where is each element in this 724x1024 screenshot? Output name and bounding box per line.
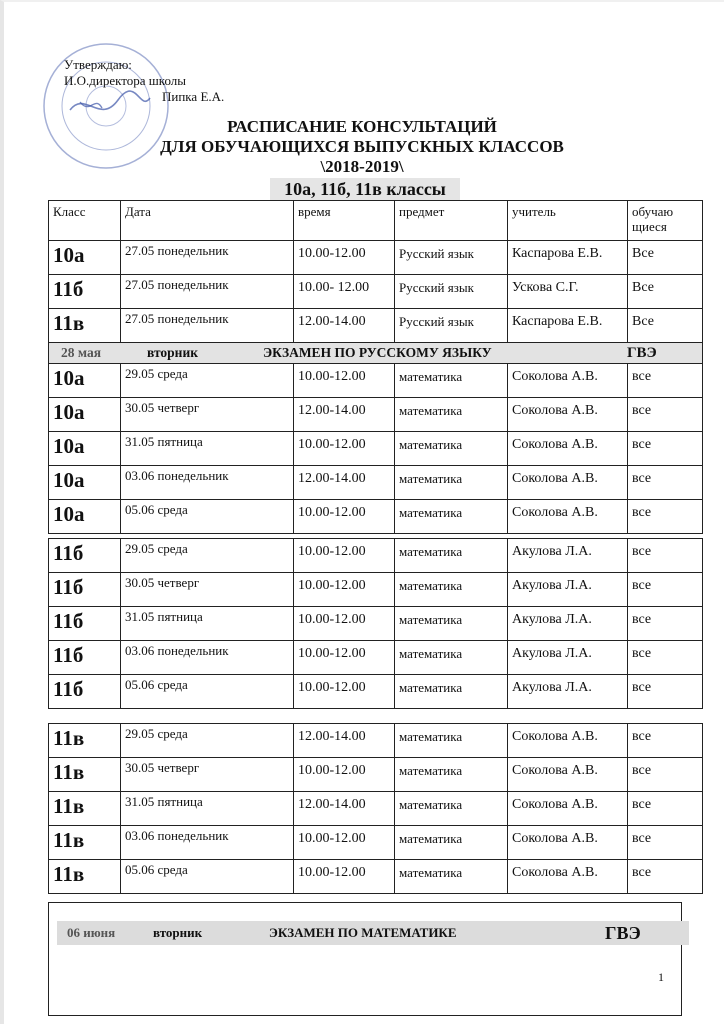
table-header-row [49,201,703,241]
table-row [49,364,703,398]
class-cell: 11б [49,607,121,641]
table-row [49,641,703,675]
table-row [49,860,703,894]
date-cell: 29.05 среда [121,364,294,398]
title-line-2: ДЛЯ ОБУЧАЮЩИХСЯ ВЫПУСКНЫХ КЛАССОВ [160,137,564,156]
class-cell: 11б [49,275,121,309]
subject-cell: Русский язык [395,275,508,309]
students-cell: Все [628,309,703,343]
header-students [628,201,703,241]
date-cell: 31.05 пятница [121,607,294,641]
exam-russian-text: ЭКЗАМЕН ПО РУССКОМУ ЯЗЫКУ [263,345,492,360]
subject-cell: математика [395,792,508,826]
teacher-cell: Соколова А.В. [508,432,628,466]
table-row [49,573,703,607]
header-students-1: обучаю [632,204,674,219]
header-time: время [294,201,395,241]
exam-row-math [57,921,689,945]
time-cell: 10.00-12.00 [294,432,395,466]
table-row [49,539,703,573]
approval-line-1: Утверждаю: [64,57,132,72]
students-cell: все [628,364,703,398]
students-cell: все [628,539,703,573]
students-cell: все [628,573,703,607]
class-cell: 10а [49,432,121,466]
date-cell: 27.05 понедельник [121,309,294,343]
time-cell: 10.00- 12.00 [294,275,395,309]
date-cell: 30.05 четверг [121,573,294,607]
header-date: Дата [121,201,294,241]
subject-cell: математика [395,675,508,709]
time-cell: 12.00-14.00 [294,466,395,500]
time-cell: 10.00-12.00 [294,826,395,860]
time-cell: 10.00-12.00 [294,675,395,709]
time-cell: 10.00-12.00 [294,500,395,534]
exam-russian-date: 28 мая [61,345,102,360]
subject-cell: математика [395,500,508,534]
time-cell: 10.00-12.00 [294,860,395,894]
teacher-cell: Каспарова Е.В. [508,241,628,275]
exam-math-box [48,902,682,1016]
time-cell: 12.00-14.00 [294,309,395,343]
students-cell: все [628,758,703,792]
students-cell: Все [628,241,703,275]
table-row [49,275,703,309]
teacher-cell: Ускова С.Г. [508,275,628,309]
table-row [49,675,703,709]
teacher-cell: Акулова Л.А. [508,539,628,573]
schedule-table-11v [48,723,703,894]
students-cell: все [628,826,703,860]
class-cell: 11в [49,309,121,343]
date-cell: 27.05 понедельник [121,241,294,275]
class-cell: 11б [49,573,121,607]
time-cell: 10.00-12.00 [294,758,395,792]
class-cell: 11б [49,675,121,709]
subject-cell: математика [395,758,508,792]
class-cell: 11б [49,539,121,573]
table-row [49,758,703,792]
class-cell: 11в [49,724,121,758]
teacher-cell: Акулова Л.А. [508,573,628,607]
time-cell: 10.00-12.00 [294,241,395,275]
subject-cell: математика [395,539,508,573]
students-cell: все [628,792,703,826]
table-row [49,826,703,860]
exam-row-russian [49,343,703,364]
teacher-cell: Акулова Л.А. [508,641,628,675]
time-cell: 10.00-12.00 [294,641,395,675]
time-cell: 12.00-14.00 [294,724,395,758]
students-cell: все [628,675,703,709]
date-cell: 31.05 пятница [121,792,294,826]
students-cell: все [628,607,703,641]
title-line-3: \2018-2019\ [320,157,404,176]
table-row [49,309,703,343]
date-cell: 03.06 понедельник [121,641,294,675]
schedule-table-11b [48,538,703,709]
header-teacher: учитель [508,201,628,241]
date-cell: 27.05 понедельник [121,275,294,309]
teacher-cell: Соколова А.В. [508,500,628,534]
table-row [49,241,703,275]
date-cell: 30.05 четверг [121,398,294,432]
date-cell: 03.06 понедельник [121,466,294,500]
table-row [49,607,703,641]
subject-cell: математика [395,466,508,500]
teacher-cell: Соколова А.В. [508,364,628,398]
time-cell: 10.00-12.00 [294,607,395,641]
approval-block [64,57,224,105]
teacher-cell: Акулова Л.А. [508,607,628,641]
teacher-cell: Акулова Л.А. [508,675,628,709]
date-cell: 31.05 пятница [121,432,294,466]
date-cell: 29.05 среда [121,539,294,573]
subject-cell: Русский язык [395,309,508,343]
class-cell: 10а [49,466,121,500]
table-row [49,466,703,500]
students-cell: все [628,398,703,432]
teacher-cell: Каспарова Е.В. [508,309,628,343]
students-cell: все [628,500,703,534]
exam-math-weekday: вторник [153,925,203,940]
time-cell: 10.00-12.00 [294,539,395,573]
subject-cell: математика [395,398,508,432]
table-row [49,500,703,534]
students-cell: все [628,432,703,466]
students-cell: все [628,641,703,675]
subject-cell: математика [395,432,508,466]
table-row [49,724,703,758]
time-cell: 10.00-12.00 [294,364,395,398]
exam-russian-weekday: вторник [147,345,199,360]
subject-cell: математика [395,724,508,758]
subject-cell: математика [395,364,508,398]
date-cell: 05.06 среда [121,675,294,709]
table-row [49,792,703,826]
class-cell: 11б [49,641,121,675]
date-cell: 30.05 четверг [121,758,294,792]
time-cell: 12.00-14.00 [294,792,395,826]
table-row [49,398,703,432]
date-cell: 29.05 среда [121,724,294,758]
schedule-table-main [48,200,703,534]
class-cell: 10а [49,500,121,534]
time-cell: 12.00-14.00 [294,398,395,432]
table-row [49,432,703,466]
teacher-cell: Соколова А.В. [508,466,628,500]
students-cell: все [628,466,703,500]
date-cell: 03.06 понедельник [121,826,294,860]
class-cell: 10а [49,364,121,398]
exam-math-date: 06 июня [67,925,116,940]
header-students-2: щиеся [632,219,667,234]
subject-cell: математика [395,607,508,641]
class-cell: 11в [49,860,121,894]
teacher-cell: Соколова А.В. [508,724,628,758]
teacher-cell: Соколова А.В. [508,758,628,792]
title-line-1: РАСПИСАНИЕ КОНСУЛЬТАЦИЙ [227,117,497,136]
header-subject: предмет [395,201,508,241]
class-cell: 11в [49,792,121,826]
time-cell: 10.00-12.00 [294,573,395,607]
teacher-cell: Соколова А.В. [508,792,628,826]
date-cell: 05.06 среда [121,500,294,534]
header-class: Класс [49,201,121,241]
exam-math-type: ГВЭ [605,923,641,943]
class-cell: 10а [49,398,121,432]
subject-cell: математика [395,641,508,675]
page-number: 1 [658,970,664,984]
class-cell: 11в [49,826,121,860]
exam-math-text: ЭКЗАМЕН ПО МАТЕМАТИКЕ [269,925,457,940]
students-cell: Все [628,275,703,309]
date-cell: 05.06 среда [121,860,294,894]
subject-cell: математика [395,860,508,894]
subject-cell: математика [395,826,508,860]
teacher-cell: Соколова А.В. [508,826,628,860]
students-cell: все [628,724,703,758]
classes-heading: 10а, 11б, 11в классы [270,178,460,200]
subject-cell: математика [395,573,508,607]
approval-line-2: И.О.директора школы [64,73,187,88]
teacher-cell: Соколова А.В. [508,860,628,894]
students-cell: все [628,860,703,894]
exam-russian-type: ГВЭ [627,345,657,361]
approval-line-3: Пипка Е.А. [162,89,225,104]
teacher-cell: Соколова А.В. [508,398,628,432]
subject-cell: Русский язык [395,241,508,275]
class-cell: 10а [49,241,121,275]
class-cell: 11в [49,758,121,792]
